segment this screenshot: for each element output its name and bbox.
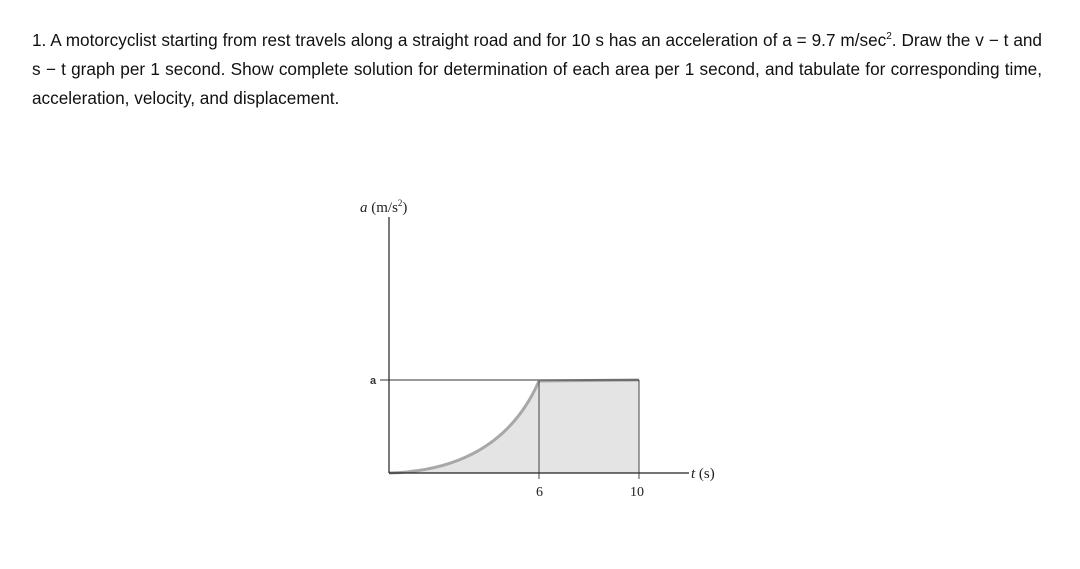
y-axis-label-var: a: [360, 200, 368, 216]
y-axis-label-close: ): [402, 200, 408, 216]
y-marker-label: a: [370, 375, 377, 387]
y-axis-label-unit: (m/s: [371, 200, 398, 216]
x-axis-label: [691, 466, 715, 482]
problem-text-part-2: . Draw the v − t and s − t graph per 1 second. Show complete solution for determination of each area per 1 second, and tabulate for corresponding time, acceleration, velocity, and displacement.: [32, 30, 1042, 108]
area-under-curve: [389, 380, 639, 473]
problem-exponent: 2: [886, 31, 892, 42]
y-axis-label-exponent: 2: [397, 198, 403, 208]
problem-text-part-1: A motorcyclist starting from rest travels along a straight road and for 10 s has an acceleration of a = 9.7 m/sec: [50, 30, 887, 50]
y-axis-label: [360, 198, 407, 216]
acceleration-time-graph: [340, 185, 740, 515]
x-tick-label-6: 6: [536, 485, 543, 500]
problem-number: 1.: [32, 30, 47, 50]
x-axis-label-var: t: [691, 466, 696, 482]
x-axis-label-unit: (s): [698, 466, 715, 482]
x-tick-label-10: 10: [630, 485, 644, 500]
problem-statement: [32, 26, 1042, 113]
